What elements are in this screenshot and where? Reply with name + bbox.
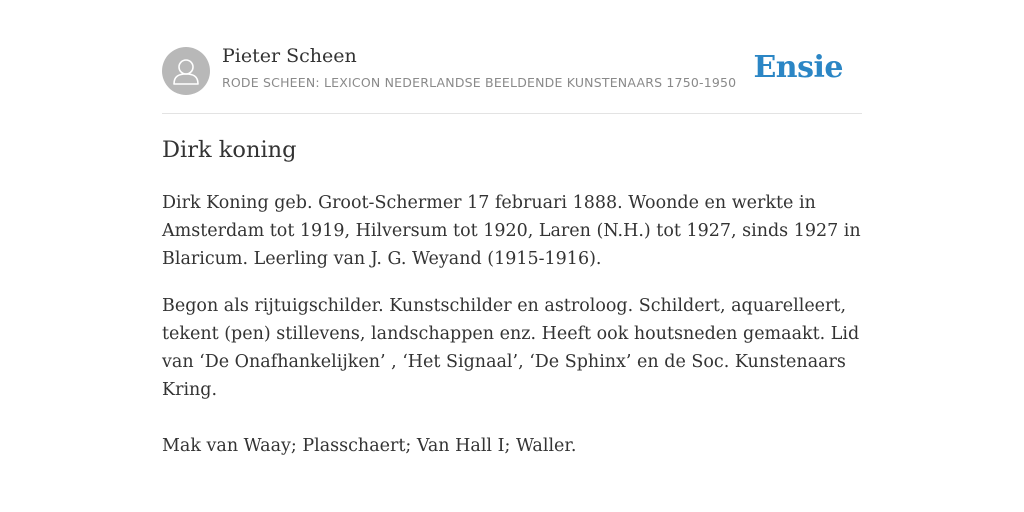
paragraph-career (162, 292, 862, 404)
ensie-logo[interactable]: Ensie (753, 50, 843, 85)
source-title[interactable]: RODE SCHEEN: LEXICON NEDERLANDSE BEELDENDE KUNSTENAARS 1750-1950 (222, 75, 737, 90)
text-line: Blaricum. Leerling van J. G. Weyand (1915-1916). (162, 249, 602, 269)
entry-header (162, 44, 862, 114)
text-line: Dirk Koning geb. Groot-Schermer 17 februari 1888. Woonde en werkte in (162, 193, 816, 213)
entry-title: Dirk koning (162, 137, 297, 163)
user-icon (162, 47, 210, 95)
text-line: van ‘De Onafhankelijken’ , ‘Het Signaal’, ‘De Sphinx’ en de Soc. Kunstenaars (162, 352, 846, 372)
references-text: Mak van Waay; Plasschaert; Van Hall I; Waller. (162, 436, 577, 456)
text-line: tekent (pen) stillevens, landschappen enz. Heeft ook houtsneden gemaakt. Lid (162, 324, 860, 344)
paragraph-biography (162, 189, 862, 273)
author-name[interactable]: Pieter Scheen (222, 45, 357, 67)
text-line: Amsterdam tot 1919, Hilversum tot 1920, Laren (N.H.) tot 1927, sinds 1927 in (162, 221, 861, 241)
references (162, 432, 862, 460)
author-avatar[interactable] (162, 47, 210, 95)
text-line: Begon als rijtuigschilder. Kunstschilder en astroloog. Schildert, aquarelleert, (162, 296, 847, 316)
text-line: Kring. (162, 380, 218, 400)
